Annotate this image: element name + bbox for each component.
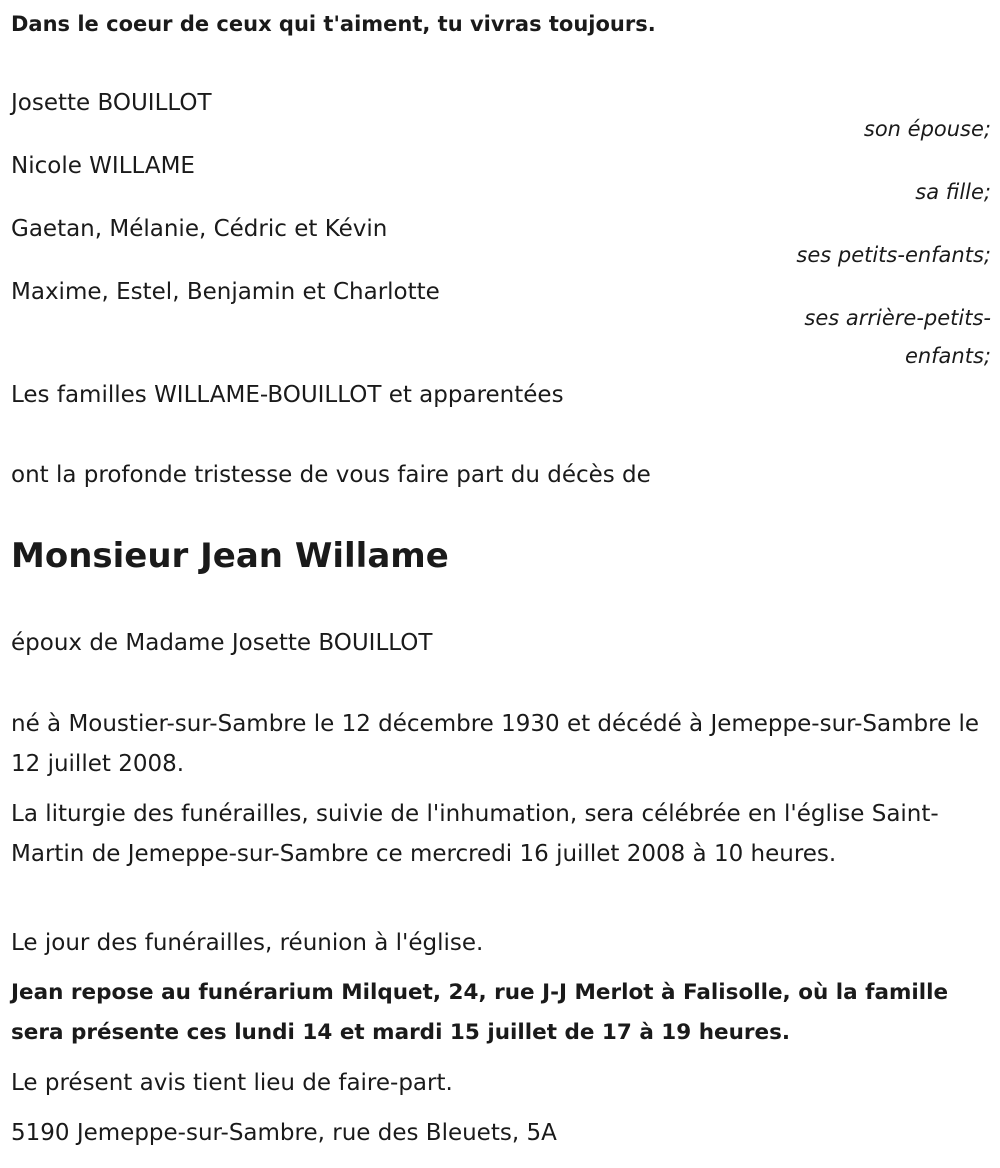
family-member-name: Maxime, Estel, Benjamin et Charlotte xyxy=(11,279,440,305)
spouse-line: époux de Madame Josette BOUILLOT xyxy=(11,630,433,656)
address: 5190 Jemeppe-sur-Sambre, rue des Bleuets, 5A xyxy=(11,1120,557,1146)
family-member-relation xyxy=(804,299,991,375)
deceased-name: Monsieur Jean Willame xyxy=(11,536,449,576)
family-member-name: Gaetan, Mélanie, Cédric et Kévin xyxy=(11,216,388,242)
motto: Dans le coeur de ceux qui t'aiment, tu vivras toujours. xyxy=(11,12,656,36)
family-member-name: Nicole WILLAME xyxy=(11,153,195,179)
liturgy-info: La liturgie des funérailles, suivie de l'inhumation, sera célébrée en l'église Saint-Martin de Jemeppe-sur-Sambre ce mercredi 16 juillet 2008 à 10 heures. xyxy=(11,801,939,867)
announcement: ont la profonde tristesse de vous faire part du décès de xyxy=(11,462,651,488)
meeting-info: Le jour des funérailles, réunion à l'église. xyxy=(11,930,484,956)
family-member-relation: sa fille; xyxy=(915,180,991,204)
relation-line: enfants; xyxy=(904,344,991,368)
family-member-relation: son épouse; xyxy=(863,117,991,141)
family-member-relation: ses petits-enfants; xyxy=(796,243,991,267)
family-member-name: Josette BOUILLOT xyxy=(11,90,212,116)
families-line: Les familles WILLAME-BOUILLOT et apparentées xyxy=(11,382,564,408)
repose-info: Jean repose au funérarium Milquet, 24, rue J-J Merlot à Falisolle, où la famille sera présente ces lundi 14 et mardi 15 juillet de 17 à 19 heures. xyxy=(11,980,949,1045)
notice: Le présent avis tient lieu de faire-part. xyxy=(11,1070,453,1096)
relation-line: ses arrière-petits- xyxy=(804,306,991,330)
birth-death-info: né à Moustier-sur-Sambre le 12 décembre 1930 et décédé à Jemeppe-sur-Sambre le 12 juillet 2008. xyxy=(11,711,980,777)
